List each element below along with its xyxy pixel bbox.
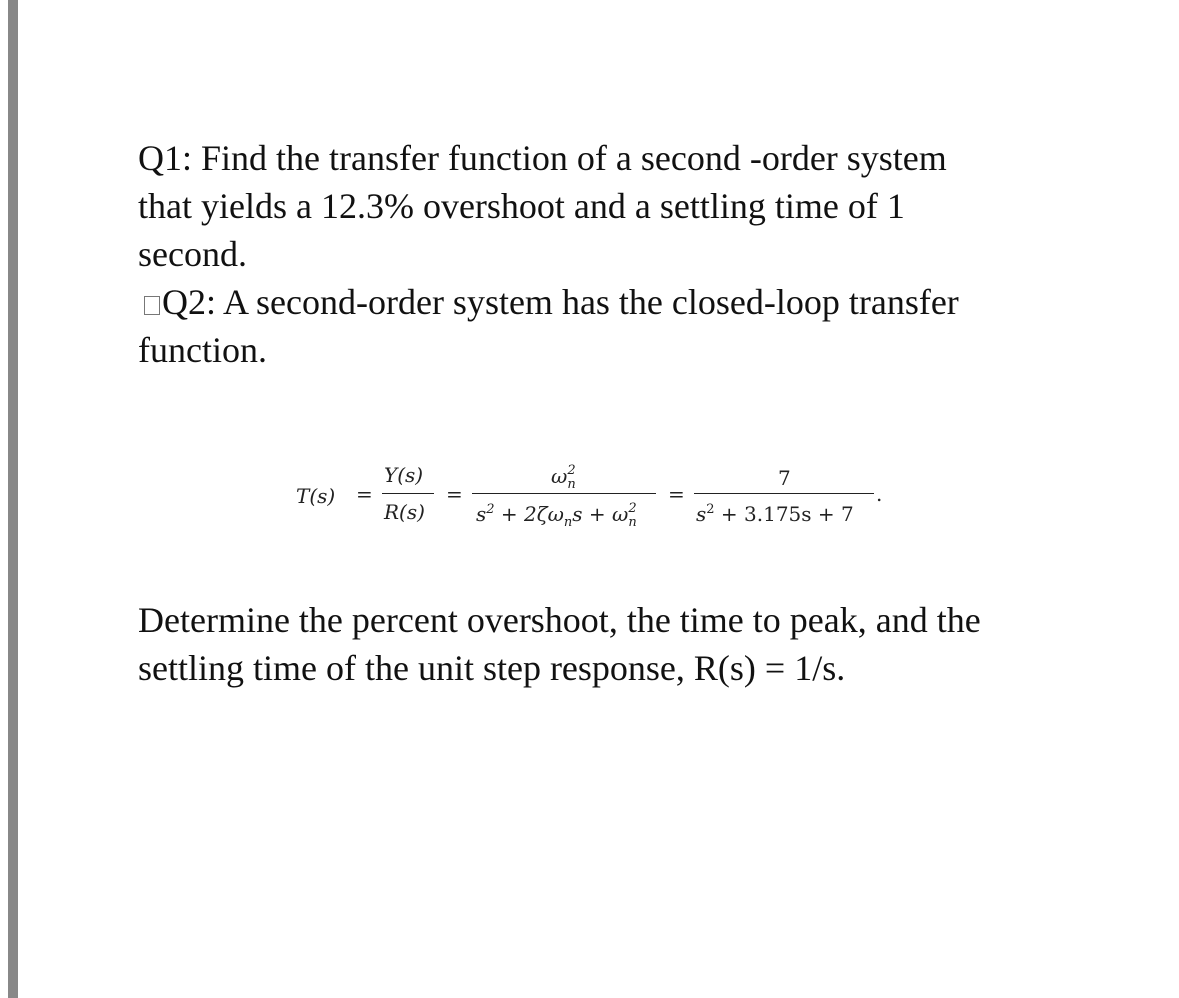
omega-sup: 2 [567,463,576,478]
fraction-2-denominator [476,502,642,530]
omega-den-scripts [628,501,642,530]
omega-base: ω [551,464,568,488]
zeta-sub: n [563,515,573,530]
s2-rest: + 3.175s + 7 [720,502,854,526]
equation-lhs: T(s) [296,484,336,508]
omega-sub: n [567,477,576,492]
fraction-1-bar [382,493,434,494]
missing-glyph-box-icon [144,296,160,315]
equals-sign-3: = [668,482,685,506]
fraction-1-denominator: R(s) [384,500,425,524]
s2-sup: 2 [706,502,715,517]
s2-term: s [696,502,707,526]
s-term: s [476,502,487,526]
omega-term: ω [612,502,629,526]
equals-sign-2: = [446,482,463,506]
left-border-bar [8,0,18,998]
plus-2: + [588,502,606,526]
omega-den-sup: 2 [628,501,637,516]
s-sup: 2 [486,502,495,517]
question-2 [138,278,978,374]
determine-text: Determine the percent overshoot, the time to peak, and the settling time of the unit step response, R(s) = 1/s. [138,600,981,688]
fraction-2-bar [472,493,656,494]
question-1-text: Q1: Find the transfer function of a second -order system that yields a 12.3% overshoot and a settling time of 1 second. [138,138,947,274]
question-1 [138,134,978,278]
fraction-3-bar [694,493,874,494]
fraction-3-denominator [696,502,854,526]
zeta-tail: s [572,502,583,526]
equation-period: . [876,482,883,506]
fraction-2-numerator [551,463,581,492]
omega-scripts [567,463,581,492]
plus-1: + [500,502,518,526]
equals-sign-1: = [356,482,373,506]
zeta-term: 2ζω [524,502,564,526]
question-2-text: Q2: A second-order system has the closed-loop transfer function. [138,282,959,370]
determine-instruction [138,596,1038,692]
omega-den-sub: n [628,515,637,530]
fraction-3-numerator: 7 [778,466,791,490]
fraction-1-numerator: Y(s) [384,463,424,487]
